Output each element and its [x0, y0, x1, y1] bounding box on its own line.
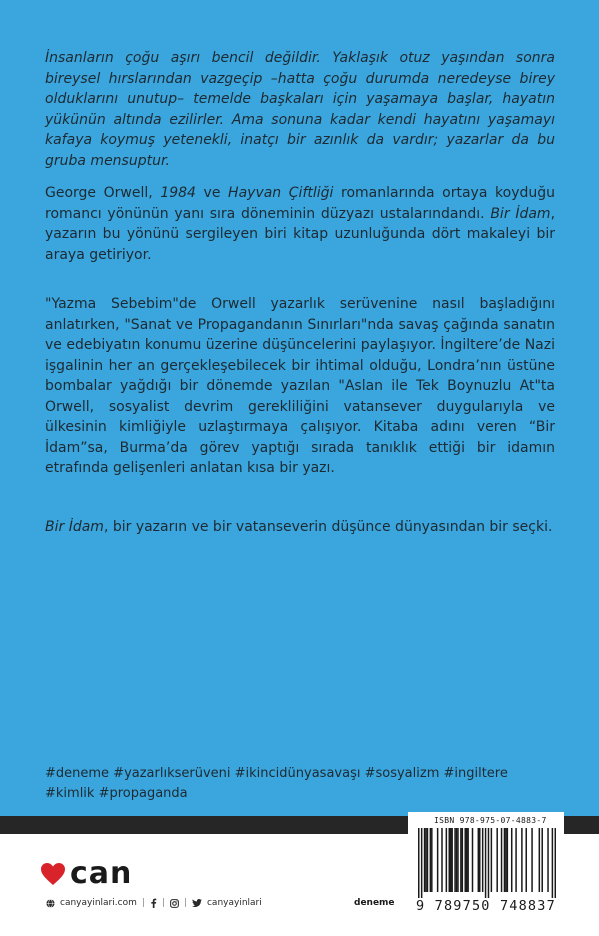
separator: | [141, 898, 145, 908]
barcode-bar [450, 828, 452, 892]
barcode-bar [488, 828, 490, 898]
barcode-bar [457, 828, 459, 892]
barcode-bar [441, 828, 443, 892]
barcode-bar [505, 828, 507, 892]
barcode-bar [454, 828, 456, 892]
barcode-bar [431, 828, 433, 892]
barcode-bar [547, 828, 549, 892]
heart-icon [40, 862, 66, 886]
barcode-bar [425, 828, 427, 892]
social-handle[interactable]: canyayinlari [206, 898, 262, 908]
barcode-bar [507, 828, 509, 892]
barcode-bar [482, 828, 484, 892]
p2-text-a: George Orwell, [45, 185, 161, 201]
barcode-bar [539, 828, 541, 892]
isbn-label: ISBN 978-975-07-4883-7 [434, 816, 547, 825]
barcode-bar [501, 828, 503, 892]
barcode-bar [555, 828, 556, 898]
barcode-bar [472, 828, 474, 892]
barcode-bar [464, 828, 466, 892]
barcode-bar [467, 828, 469, 892]
hashtags-line-2: #kimlik #propaganda [45, 786, 188, 801]
p2-text-g: , yazarın bu yönünü sergileyen biri kitap uzunluğunda dört makaleyi bir araya getiriyor. [45, 205, 556, 263]
description-paragraph-2: "Yazma Sebebim"de Orwell yazarlık serüvenine nasıl başladığını anlatırken, "Sanat ve Propagandanın Sınırları"nda savaş çağında sanatın ve edebiyatın konumu üzerine düşüncelerini paylaşıyor. İngiltere’de Nazi işgalinin her an gerçekleşebilecek bir ihtimal olduğu, Londra’nın üstüne bombalar yağdığı bir dönemde yazılan "Aslan ile Tek Boynuzlu At"ta Orwell, sosyalist devrim gerekliliğini vatansever duygularıyla ve ülkesinin kimliğiyle uzlaştırmaya çalışıyor. Kitaba adını veren “Bir İdam”sa, Burma’da görev yaptığı sırada tanıklık ettiği bir idamın etrafında gelişenleri anlatan kısa bir yazı. [45, 296, 555, 476]
publisher-logo [40, 856, 132, 891]
genre-label: deneme [354, 898, 395, 908]
website-link[interactable]: canyayinlari.com [60, 898, 137, 908]
title-bir-idam-2: Bir İdam [45, 519, 104, 535]
barcode-bar [531, 828, 533, 892]
barcode-bars [418, 828, 556, 898]
barcode-bar [418, 828, 420, 898]
barcode-bar [525, 828, 527, 892]
barcode-bar [491, 828, 493, 892]
intro-quote: İnsanların çoğu aşırı bencil değildir. Yaklaşık otuz yaşından sonra bireysel hırslarından vazgeçip –hatta çoğu durumda neredeyse birey olduklarını unutup– temelde başkaları için yaşamaya başlar, hayatın yükünün altında ezilirler. Ama sonuna kadar kendi hayatını yaşamayı kafaya koymuş yetenekli, inatçı bir azınlık da vardır; yazarlar da bu gruba mensuptur. [45, 50, 555, 169]
barcode-bar [552, 828, 554, 898]
barcode-bar [456, 828, 458, 892]
barcode-bar [541, 828, 543, 892]
title-hayvan-ciftligi: Hayvan Çiftliği [228, 185, 334, 201]
hashtags-line-1: #deneme #yazarlıkserüveni #ikincidünyasavaşı #sosyalizm #ingiltere [45, 766, 508, 781]
barcode-bar [478, 828, 480, 892]
barcode [408, 812, 564, 922]
barcode-digits: 9 789750 748837 [416, 898, 556, 914]
barcode-bar [462, 828, 464, 892]
logo-text: can [70, 856, 133, 891]
facebook-icon[interactable] [150, 898, 157, 908]
p2-text-c: ve [195, 185, 229, 201]
barcode-bar [421, 828, 423, 898]
title-bir-idam: Bir İdam [490, 205, 551, 222]
barcode-bar [511, 828, 512, 892]
barcode-bar [446, 828, 448, 892]
publisher-links [46, 898, 262, 908]
instagram-icon[interactable] [170, 899, 179, 908]
p4-text-b: , bir yazarın ve bir vatanseverin düşünce dünyasından bir seçki. [103, 519, 553, 535]
barcode-bar [460, 828, 462, 892]
separator: | [183, 898, 187, 908]
barcode-bar [451, 828, 453, 892]
barcode-bar [466, 828, 468, 892]
barcode-bar [424, 828, 426, 892]
barcode-bar [504, 828, 506, 892]
barcode-bar [437, 828, 439, 892]
barcode-bar [449, 828, 451, 892]
hashtags [45, 764, 565, 804]
barcode-bar [479, 828, 481, 892]
description-paragraph-1 [45, 183, 555, 265]
separator: | [161, 898, 165, 908]
title-1984: 1984 [160, 185, 196, 201]
barcode-bar [521, 828, 523, 892]
barcode-bar [496, 828, 498, 892]
barcode-bar [430, 828, 432, 892]
barcode-bar [427, 828, 429, 892]
twitter-icon[interactable] [192, 899, 202, 907]
description-paragraph-3 [45, 517, 555, 538]
barcode-bar [485, 828, 487, 898]
globe-icon [46, 899, 55, 908]
barcode-bar [515, 828, 517, 892]
p2-text-e: romanlarında ortaya koyduğu romancı yönünün yanı sıra döneminin düzyazı ustalarındandı. [45, 185, 556, 222]
